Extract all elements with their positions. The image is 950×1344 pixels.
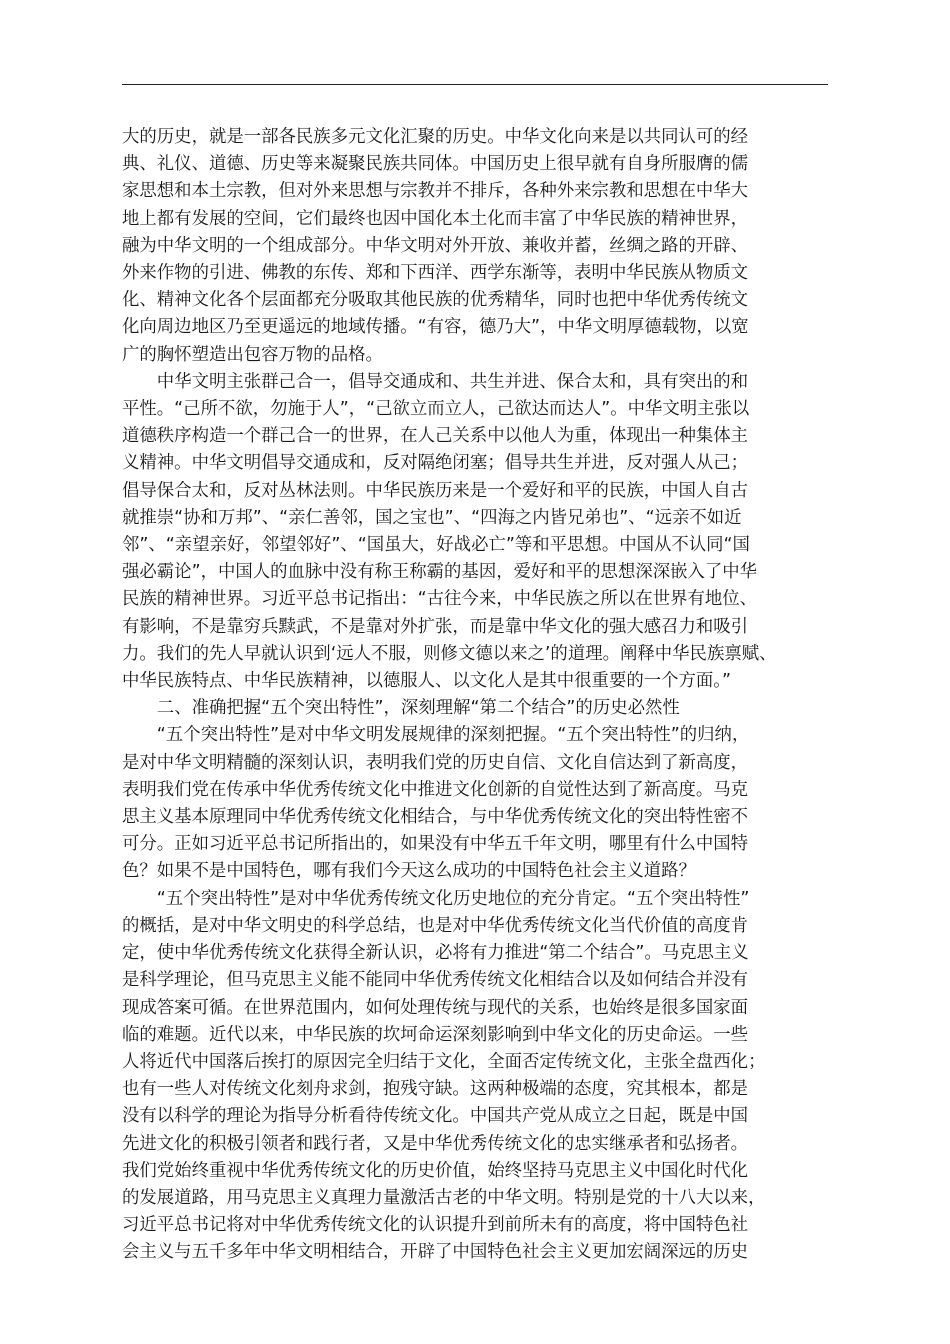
text-line: 临的难题。近代以来，中华民族的坎坷命运深刻影响到中华文化的历史命运。一些 bbox=[122, 1024, 749, 1045]
text-line: “五个突出特性”是对中华文明发展规律的深刻把握。“五个突出特性”的归纳， bbox=[156, 725, 750, 746]
text-line: 民族的精神世界。习近平总书记指出：“古往今来，中华民族之所以在世界有地位、 bbox=[122, 589, 758, 610]
text-line: 有影响，不是靠穷兵黩武，不是靠对外扩张，而是靠中华文化的强大感召力和吸引 bbox=[122, 616, 749, 637]
text-line: 邻”、“亲望亲好，邻望邻好”、“国虽大，好战必亡”等和平思想。中国从不认同“国 bbox=[122, 535, 750, 556]
text-line: 思主义基本原理同中华优秀传统文化相结合，与中华优秀传统文化的突出特性密不 bbox=[122, 807, 749, 828]
text-line: 的概括，是对中华文明史的科学总结，也是对中华优秀传统文化当代价值的高度肯 bbox=[122, 915, 749, 936]
text-line: 化向周边地区乃至更遥远的地域传播。“有容，德乃大”，中华文明厚德载物，以宽 bbox=[122, 317, 749, 338]
text-line: 定，使中华优秀传统文化获得全新认识，必将有力推进“第二个结合”。马克思主义 bbox=[122, 943, 749, 964]
text-line: 现成答案可循。在世界范围内，如何处理传统与现代的关系，也始终是很多国家面 bbox=[122, 997, 749, 1018]
text-line: 广的胸怀塑造出包容万物的品格。 bbox=[122, 344, 383, 365]
text-line: 我们党始终重视中华优秀传统文化的历史价值，始终坚持马克思主义中国化时代化 bbox=[122, 1160, 749, 1181]
text-line: 中华民族特点、中华民族精神，以德服人、以文化人是其中很重要的一个方面。” bbox=[122, 671, 731, 692]
paragraph bbox=[122, 369, 828, 695]
text-line: 典、礼仪、道德、历史等来凝聚民族共同体。中国历史上很早就有自身所服膺的儒 bbox=[122, 154, 749, 175]
text-line: 力。我们的先人早就认识到‘远人不服，则修文德以来之’的道理。阐释中华民族禀赋、 bbox=[122, 643, 777, 664]
paragraph bbox=[122, 886, 828, 1267]
paragraph bbox=[122, 124, 828, 369]
text-line: 道德秩序构造一个群己合一的世界，在人己关系中以他人为重，体现出一种集体主 bbox=[122, 426, 749, 447]
text-line: 大的历史，就是一部各民族多元文化汇聚的历史。中华文化向来是以共同认可的经 bbox=[122, 127, 749, 147]
text-line: 习近平总书记将对中华优秀传统文化的认识提升到前所未有的高度，将中国特色社 bbox=[122, 1215, 749, 1236]
text-line: 色？如果不是中国特色，哪有我们今天这么成功的中国特色社会主义道路？ bbox=[122, 861, 696, 882]
text-line: 外来作物的引进、佛教的东传、郑和下西洋、西学东渐等，表明中华民族从物质文 bbox=[122, 263, 749, 284]
text-line: 也有一些人对传统文化刻舟求剑，抱残守缺。这两种极端的态度，究其根本，都是 bbox=[122, 1079, 749, 1100]
text-line: 平性。“己所不欲，勿施于人”，“己欲立而立人，己欲达而达人”。中华文明主张以 bbox=[122, 399, 750, 420]
text-line: 强必霸论”，中国人的血脉中没有称王称霸的基因，爱好和平的思想深深嵌入了中华 bbox=[122, 562, 758, 583]
text-line: 倡导保合太和，反对丛林法则。中华民族历来是一个爱好和平的民族，中国人自古 bbox=[122, 480, 749, 501]
text-line: 二、准确把握“五个突出特性”，深刻理解“第二个结合”的历史必然性 bbox=[156, 698, 680, 719]
text-line: 家思想和本土宗教，但对外来思想与宗教并不排斥，各种外来宗教和思想在中华大 bbox=[122, 181, 749, 202]
header-rule bbox=[122, 84, 828, 85]
text-line: 是对中华文明精髓的深刻认识，表明我们党的历史自信、文化自信达到了新高度， bbox=[122, 752, 749, 773]
document-body bbox=[122, 124, 828, 1267]
text-line: 就推崇“协和万邦”、“亲仁善邻，国之宝也”、“四海之内皆兄弟也”、“远亲不如近 bbox=[122, 507, 742, 528]
text-line: 的发展道路，用马克思主义真理力量激活古老的中华文明。特别是党的十八大以来， bbox=[122, 1187, 766, 1208]
text-line: 是科学理论，但马克思主义能不能同中华优秀传统文化相结合以及如何结合并没有 bbox=[122, 970, 749, 991]
paragraph bbox=[122, 695, 828, 722]
text-line: 先进文化的积极引领者和践行者，又是中华优秀传统文化的忠实继承者和弘扬者。 bbox=[122, 1133, 749, 1154]
text-line: 义精神。中华文明倡导交通成和，反对隔绝闭塞；倡导共生并进，反对强人从己； bbox=[122, 453, 749, 474]
text-line: 表明我们党在传承中华优秀传统文化中推进文化创新的自觉性达到了新高度。马克 bbox=[122, 779, 749, 800]
text-line: 地上都有发展的空间，它们最终也因中国化本土化而丰富了中华民族的精神世界， bbox=[122, 208, 749, 229]
text-line: 化、精神文化各个层面都充分吸取其他民族的优秀精华，同时也把中华优秀传统文 bbox=[122, 290, 749, 311]
text-line: 没有以科学的理论为指导分析看待传统文化。中国共产党从成立之日起，既是中国 bbox=[122, 1106, 749, 1127]
text-line: 会主义与五千多年中华文明相结合，开辟了中国特色社会主义更加宏阔深远的历史 bbox=[122, 1242, 749, 1263]
text-line: 可分。正如习近平总书记所指出的，如果没有中华五千年文明，哪里有什么中国特 bbox=[122, 834, 749, 855]
text-line: 融为中华文明的一个组成部分。中华文明对外开放、兼收并蓄，丝绸之路的开辟、 bbox=[122, 235, 749, 256]
paragraph bbox=[122, 722, 828, 885]
text-line: 人将近代中国落后挨打的原因完全归结于文化，全面否定传统文化，主张全盘西化； bbox=[122, 1051, 766, 1072]
text-line: “五个突出特性”是对中华优秀传统文化历史地位的充分肯定。“五个突出特性” bbox=[156, 888, 750, 909]
text-line: 中华文明主张群己合一，倡导交通成和、共生并进、保合太和，具有突出的和 bbox=[156, 371, 749, 392]
